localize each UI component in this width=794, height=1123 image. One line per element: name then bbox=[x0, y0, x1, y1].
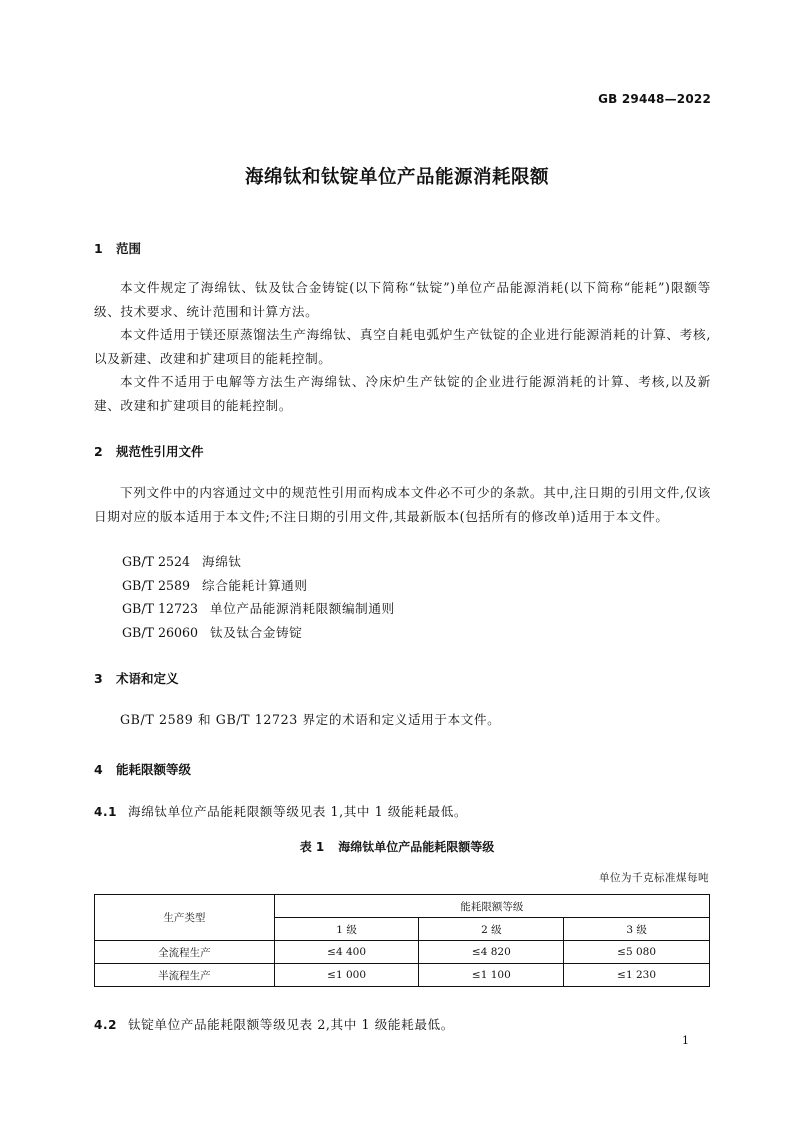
page-number: 1 bbox=[682, 1034, 689, 1047]
references-intro: 下列文件中的内容通过文中的规范性引用而构成本文件必不可少的条款。其中,注日期的引用文件,仅该日期对应的版本适用于本文件;不注日期的引用文件,其最新版本(包括所有的修改单)适用于本文件。 bbox=[94, 485, 711, 524]
section-number: 4 bbox=[94, 762, 103, 777]
section-title: 术语和定义 bbox=[116, 671, 179, 686]
grade-2-value: ≤4 820 bbox=[419, 941, 564, 964]
grade-2-header: 2 级 bbox=[419, 918, 564, 941]
reference-title: 单位产品能源消耗限额编制通则 bbox=[210, 601, 395, 617]
document-title: 海绵钛和钛锭单位产品能源消耗限额 bbox=[244, 167, 549, 188]
grade-1-value: ≤4 400 bbox=[274, 941, 419, 964]
section-number: 2 bbox=[94, 444, 103, 459]
reference-item bbox=[122, 621, 395, 645]
energy-limit-table bbox=[94, 894, 710, 987]
reference-code: GB/T 2589 bbox=[122, 577, 191, 593]
section-2-heading bbox=[94, 442, 204, 460]
reference-code: GB/T 12723 bbox=[122, 601, 199, 617]
table-title: 海绵钛单位产品能耗限额等级 bbox=[338, 840, 495, 854]
reference-code: GB/T 2524 bbox=[122, 554, 191, 569]
scope-paragraph-3: 本文件不适用于电解等方法生产海绵钛、冷床炉生产钛锭的企业进行能源消耗的计算、考核,以及新建、改建和扩建项目的能耗控制。 bbox=[94, 374, 711, 413]
reference-list bbox=[122, 550, 395, 645]
table-number: 表 1 bbox=[299, 840, 325, 854]
clause-text: 海绵钛单位产品能耗限额等级见表 1,其中 1 级能耗最低。 bbox=[128, 804, 468, 819]
table-header-row bbox=[95, 895, 710, 918]
section-title: 范围 bbox=[116, 241, 142, 256]
row-type: 全流程生产 bbox=[95, 941, 275, 964]
clause-4-1 bbox=[94, 801, 467, 820]
reference-item bbox=[122, 574, 395, 598]
table-unit-note: 单位为千克标准煤每吨 bbox=[599, 872, 709, 884]
scope-paragraph-2: 本文件适用于镁还原蒸馏法生产海绵钛、真空自耗电弧炉生产钛锭的企业进行能源消耗的计算、考核,以及新建、改建和扩建项目的能耗控制。 bbox=[94, 327, 711, 366]
limit-grade-header: 能耗限额等级 bbox=[274, 895, 709, 918]
production-type-header: 生产类型 bbox=[95, 895, 275, 941]
reference-title: 综合能耗计算通则 bbox=[202, 577, 308, 593]
standard-number: GB 29448—2022 bbox=[598, 92, 711, 106]
grade-3-value: ≤1 230 bbox=[564, 964, 710, 987]
reference-item bbox=[122, 597, 395, 621]
reference-title: 钛及钛合金铸锭 bbox=[210, 625, 303, 641]
table-row bbox=[95, 941, 710, 964]
clause-text: 钛锭单位产品能耗限额等级见表 2,其中 1 级能耗最低。 bbox=[128, 1017, 454, 1032]
grade-3-value: ≤5 080 bbox=[564, 941, 710, 964]
scope-paragraph-1: 本文件规定了海绵钛、钛及钛合金铸锭(以下简称“钛锭”)单位产品能源消耗(以下简称“能耗”)限额等级、技术要求、统计范围和计算方法。 bbox=[94, 280, 711, 319]
section-title: 规范性引用文件 bbox=[116, 444, 204, 459]
row-type: 半流程生产 bbox=[95, 964, 275, 987]
section-number: 1 bbox=[94, 241, 103, 256]
terms-paragraph: GB/T 2589 和 GB/T 12723 界定的术语和定义适用于本文件。 bbox=[120, 712, 501, 727]
clause-4-2 bbox=[94, 1014, 454, 1033]
section-title: 能耗限额等级 bbox=[116, 762, 192, 777]
table-1-caption bbox=[0, 838, 794, 855]
section-4-heading bbox=[94, 760, 191, 778]
grade-1-header: 1 级 bbox=[274, 918, 419, 941]
reference-item bbox=[122, 550, 395, 574]
section-1-heading bbox=[94, 239, 141, 257]
section-number: 3 bbox=[94, 671, 103, 686]
reference-title: 海绵钛 bbox=[202, 554, 242, 569]
clause-number: 4.1 bbox=[94, 805, 118, 819]
grade-2-value: ≤1 100 bbox=[419, 964, 564, 987]
reference-code: GB/T 26060 bbox=[122, 625, 199, 641]
grade-1-value: ≤1 000 bbox=[274, 964, 419, 987]
grade-3-header: 3 级 bbox=[564, 918, 710, 941]
section-3-heading bbox=[94, 669, 179, 687]
table-row bbox=[95, 964, 710, 987]
clause-number: 4.2 bbox=[94, 1018, 118, 1032]
